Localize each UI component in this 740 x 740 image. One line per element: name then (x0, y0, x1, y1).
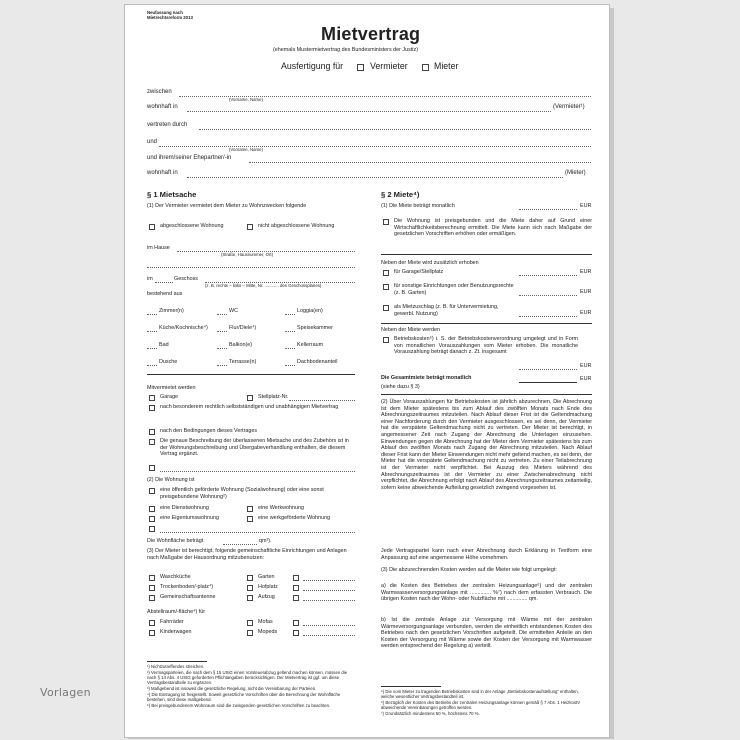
room-count-field[interactable] (285, 331, 295, 332)
abstell-checkbox[interactable] (149, 620, 155, 626)
s2-a: a) die Kosten des Betriebes der zentralen Heizungsanlage⁶) und der zentralen Warmwasserversorgungsanlage mit .............. %⁷) nach dem erfassten Verbrauch. Die übrigen Kosten nach der Wohn- oder Nutzfläche mit .............. qm. (381, 583, 592, 603)
room-count-field[interactable] (147, 314, 157, 315)
einrichtung-extra-field[interactable] (303, 580, 355, 581)
field-im[interactable] (155, 282, 173, 283)
eur-sonstige: EUR (580, 289, 592, 295)
s2-b: b) Ist die zentrale Anlage zur Versorgung mit Wärme mit der zentralen Wärmeversorgungsanlage verbunden, werden die einheitlich entstandenen Kosten des Betriebes nach den gesetzlichen Vorschriften aufgeteilt. Die ermittelten Anteile an den Kosten der Versorgung mit Wärme sowie der Kosten der Versorgung mit Warmwasser werden entsprechend der Regelung a) verteilt. (381, 617, 592, 650)
footnote: ²) Vermagsparteien, die nach dem § 15 USiG einen Vorsteuerabzug geltend machen können, müssen die nach § 14 Abs. 4 UStG geforderten Pflichtangaben berücksichtigen. Der Mietvertrag ist ggf. um diese Vertragsbestandteile zu ergänzen. (147, 670, 348, 685)
vermieter-checkbox[interactable] (357, 64, 364, 71)
werkgefoerdert-checkbox[interactable] (247, 516, 253, 522)
eigentum-checkbox[interactable] (149, 516, 155, 522)
label-und: und (147, 139, 158, 145)
field-extra[interactable] (160, 471, 355, 472)
eigentum-label: eine Eigentumswohnung (160, 515, 220, 521)
qm-label: qm³). (259, 538, 272, 544)
room-label: Kellerraum (297, 342, 324, 348)
label-zwischen: zwischen (147, 89, 172, 95)
einrichtung-checkbox[interactable] (247, 585, 253, 591)
abgeschlossene-checkbox[interactable] (149, 224, 155, 230)
other-type-checkbox[interactable] (149, 526, 155, 532)
field-other-type[interactable] (160, 532, 355, 533)
room-label: Bad (159, 342, 169, 348)
einrichtung-checkbox[interactable] (149, 585, 155, 591)
footnote: ⁴) Die Eintragung ist freigestellt. Soweit gesetzliche Vorschriften über die Berechnung der Wohnfläche bestehen, sind diese maßgebend. (147, 692, 341, 702)
abstell-extra-field[interactable] (303, 635, 355, 636)
beschreibung-label: Die genaue Beschreibung der überlassenen Mietsache und des Zubehörs ist in der Wohnungsbeschreibung und Übergabeverhandlung enthalten, die diesem Vertrag ergänzt. (160, 438, 349, 458)
einrichtung-extra-field[interactable] (303, 600, 355, 601)
watermark: Vorlagen (40, 686, 91, 699)
garage-fee-checkbox[interactable] (383, 270, 389, 276)
abstellraum-label: Abstellraum/-fläche⁴) für (147, 609, 206, 615)
ausfertigung-row (281, 61, 343, 71)
dienstwohnung-checkbox[interactable] (149, 506, 155, 512)
room-label: Zimmer(n) (159, 308, 184, 314)
mitvermietet-label: Mitvermietet werden (147, 385, 196, 391)
neben-label: Neben der Miete wird zusätzlich erhoben (381, 260, 479, 266)
einrichtung-label: Aufzug (258, 594, 275, 600)
zuschlag-label: als Mietzuschlag (z. B. für Untervermietung, gewerbl. Nutzung) (394, 304, 499, 317)
footnote: ⁵) Bei preisgebundenem Wohnraum sind die zwingenden gesetzlichen Vorschriften zu beachten. (147, 703, 331, 708)
contract-page (124, 4, 610, 738)
field-vermieter-address[interactable] (187, 111, 551, 112)
einrichtung-extra-checkbox[interactable] (293, 575, 299, 581)
label-wohnhaft: wohnhaft in (147, 104, 178, 110)
room-label: Loggia(en) (297, 308, 323, 314)
field-mieter-address[interactable] (187, 177, 563, 178)
geschoss-hint: (z. B. rechts – links – Mitte, Nr. ............ des Geschossplanes) (205, 283, 322, 288)
field-gesamtmiete[interactable] (519, 382, 577, 383)
im-hause-label: im Hause (147, 245, 170, 251)
s2-p2: (2) Über Vorauszahlungen für Betriebskosten ist jährlich abzurechnen. Die Abrechnung ist dem Mieter spätestens bis zum Ablauf des zwölften Monats nach Ende des Abrechnungszeitraumes mitzuteilen. Nach Ablauf dieser Frist ist die Geltendmachung einer Nachforderung durch den Vermieter ausgeschlossen, es sei denn, der Vermieter hat die verspätete Geltendmachung nicht zu vertreten. Der Mieter ist berechtigt, in angemessener Zeit nach Zugang der Abrechnung die Unterlagen einzusehen. Einwendungen gegen die Abrechnung hat der Mieter dem Vermieter spätestens bis zum Ablauf des zwölften Monats nach Zugang der Abrechnung mitzuteilen. Nach Ablauf dieser Frist kann der Mieter Einwendungen nicht mehr geltend machen, es sei denn, der Mieter hat die verspätete Geltendmachung nicht zu vertreten. Zu einer Teilabrechnung ist der Vermieter nicht verpflichtet. Bei Auszug des Mieters während des Abrechnungszeitraumes ist der Vermieter zu einer Zwischenabrechnung nicht verpflichtet, die Abrechnung erfolgt nach Ablauf des Abrechnungszeitraumes zeitanteilig, sofern keine abweichende Aufteilung gesetzlich zwingend vorgesehen ist. (381, 399, 592, 491)
room-count-field[interactable] (147, 348, 157, 349)
gefoerdert-label: eine öffentlich geförderte Wohnung (Sozialwohnung) oder eine sonst preisgebundene Wohnung²) (160, 487, 324, 500)
divider-2 (381, 323, 592, 324)
preisgebunden-checkbox[interactable] (383, 219, 389, 225)
page-title: Mietvertrag (321, 24, 421, 44)
room-label: Flur/Diele⁴) (229, 325, 257, 331)
room-label: Dusche (159, 359, 178, 365)
room-label: Küche/Kochnische⁴) (159, 325, 208, 331)
im-label: im (147, 276, 153, 282)
abstell-checkbox[interactable] (247, 630, 253, 636)
vermieter-tag: (Vermieter¹) (553, 104, 585, 110)
werkgefoerdert-label: eine werkgeförderte Wohnung (258, 515, 331, 521)
betriebskosten-text: Betriebskosten⁵) i. S. der Betriebskostenverordnung umgelegt und in Form von monatlichen Vorauszahlungen vom Mieter erhoben. Die monatliche Vorauszahlung beträgt danach z. Zt. insgesamt (394, 336, 578, 356)
zuschlag-checkbox[interactable] (383, 305, 389, 311)
beschreibung-checkbox[interactable] (149, 439, 155, 445)
field-sonstige[interactable] (519, 295, 577, 296)
divider-1 (381, 254, 592, 255)
einrichtung-extra-field[interactable] (303, 590, 355, 591)
abstell-checkbox[interactable] (247, 620, 253, 626)
label-wohnhaft-2: wohnhaft in (147, 170, 178, 176)
stellplatz-checkbox[interactable] (247, 395, 253, 401)
s1-p3: (3) Der Mieter ist berechtigt, folgende gemeinschaftliche Einrichtungen und Anlagen nach Maßgabe der Hausordnung mitzubenutzen: (147, 548, 347, 561)
room-label: Balkon(e) (229, 342, 253, 348)
room-label: WC (229, 308, 238, 314)
room-count-field[interactable] (285, 348, 295, 349)
footnote: ⁷) Grundsätzlich mindestens 50 %, höchstens 70 %. (381, 711, 480, 716)
room-count-field[interactable] (217, 314, 227, 315)
eur-betriebskosten: EUR (580, 363, 592, 369)
field-betriebskosten[interactable] (519, 369, 577, 370)
subtitle: (ehemals Mustermietvertrag des Bundesministers der Justiz) (273, 47, 418, 53)
field-zuschlag[interactable] (519, 316, 577, 317)
eur-garage: EUR (580, 269, 592, 275)
field-stellplatz[interactable] (289, 400, 355, 401)
bedingungen-label: nach den Bedingungen dieses Vertrages (160, 428, 258, 434)
einrichtung-label: Garten (258, 574, 275, 580)
betriebskosten-checkbox[interactable] (383, 337, 389, 343)
footnote: ¹) Nichtzutreffendes streichen. (147, 664, 205, 669)
hint-name-2: (Vorname, Name) (229, 147, 263, 152)
room-count-field[interactable] (147, 365, 157, 366)
abstell-label: Kinderwagen (160, 629, 192, 635)
einrichtung-checkbox[interactable] (247, 575, 253, 581)
extra-checkbox[interactable] (149, 465, 155, 471)
sonstige-label: für sonstige Einrichtungen oder Benutzungsrechte (z. B. Garten) (394, 283, 514, 296)
label-partner: und ihrem/seiner Ehepartner/-in (147, 155, 232, 161)
abstell-checkbox[interactable] (149, 630, 155, 636)
field-wohnflaeche[interactable] (223, 544, 257, 545)
footnote: ⁵) Die vom Mieter zu tragenden Betriebskosten sind in der Anlage „Betriebskostenaufstellung“ enthalten, welche wesentlicher Vertragsbestandteil ist. (381, 689, 579, 699)
separat-checkbox[interactable] (149, 405, 155, 411)
eur-miete: EUR (580, 203, 592, 209)
dienstwohnung-label: eine Dienstwohnung (160, 505, 209, 511)
label-vertreten: vertreten durch (147, 122, 188, 128)
room-count-field[interactable] (217, 348, 227, 349)
field-partner[interactable] (249, 162, 591, 163)
field-garage-fee[interactable] (519, 275, 577, 276)
nicht-abgeschlossene-checkbox[interactable] (247, 224, 253, 230)
abstell-extra-checkbox[interactable] (293, 620, 299, 626)
room-count-field[interactable] (217, 331, 227, 332)
room-label: Dachbodenanteil (297, 359, 338, 365)
room-count-field[interactable] (217, 365, 227, 366)
garage-fee-label: für Garage/Stellplatz (394, 269, 444, 275)
abstell-extra-field[interactable] (303, 625, 355, 626)
werden-label: Neben der Miete werden (381, 327, 441, 333)
gefoerdert-checkbox[interactable] (149, 488, 155, 494)
abstell-extra-checkbox[interactable] (293, 630, 299, 636)
s1-heading: § 1 Mietsache (147, 190, 197, 199)
divider-rooms (147, 374, 355, 375)
s1-p2: (2) Die Wohnung ist (147, 477, 195, 483)
garage-label: Garage (160, 394, 178, 400)
garage-checkbox[interactable] (149, 395, 155, 401)
footnote: ⁶) Bezüglich der Kosten des Betriebs der zentralen Heizungsanlage können gemäß § 7 Abs. 1 HeizkostV abweichende Vereinbarungen getroffen werden. (381, 700, 581, 710)
mieter-checkbox[interactable] (422, 64, 429, 71)
footnotes-right (381, 689, 592, 717)
footnotes-left (147, 664, 357, 709)
einrichtung-extra-checkbox[interactable] (293, 585, 299, 591)
field-im-hause-2[interactable] (147, 267, 355, 268)
vermieter-label: Vermieter (370, 61, 408, 71)
eur-zuschlag: EUR (580, 310, 592, 316)
field-miete[interactable] (519, 209, 577, 210)
einrichtung-label: Trockenboden/-platz⁴) (160, 584, 214, 590)
gesamtmiete-label: Die Gesamtmiete beträgt monatlich (381, 375, 472, 381)
field-vertreten[interactable] (199, 129, 591, 130)
s2-heading: § 2 Miete⁴) (381, 190, 420, 199)
einrichtung-checkbox[interactable] (149, 595, 155, 601)
room-label: Terrasse(n) (229, 359, 257, 365)
einrichtung-extra-checkbox[interactable] (293, 595, 299, 601)
mieter-label: Mieter (434, 61, 459, 71)
einrichtung-checkbox[interactable] (149, 575, 155, 581)
wohnflaeche-label: Die Wohnfläche beträgt (147, 538, 204, 544)
abstell-label: Mofas (258, 619, 273, 625)
eur-gesamt: EUR (580, 376, 592, 382)
footnote-rule-right (381, 686, 441, 687)
siehe-label: (siehe dazu § 3) (381, 384, 420, 390)
mieter-tag: (Mieter) (565, 170, 586, 176)
footnote-rule-left (147, 661, 207, 662)
einrichtung-checkbox[interactable] (247, 595, 253, 601)
nicht-abgeschlossene-label: nicht abgeschlossene Wohnung (258, 223, 335, 229)
einrichtung-label: Hofplatz (258, 584, 278, 590)
abgeschlossene-label: abgeschlossene Wohnung (160, 223, 224, 229)
separat-label: nach besonderem rechtlich selbstständigen und unabhängigen Mietvertrag (160, 404, 339, 410)
field-mieter-name[interactable] (159, 146, 591, 147)
room-label: Speisekammer (297, 325, 333, 331)
abstell-label: Fahrräder (160, 619, 184, 625)
room-count-field[interactable] (147, 331, 157, 332)
einrichtung-label: Waschküche (160, 574, 191, 580)
preisgebunden-text: Die Wohnung ist preisgebunden und die Miete daher auf Grund einer Wirtschaftlichkeitsberechnung ermittelt. Die Miete kann sich nach Maßgabe der gesetzlichen Vorschriften erhöhen oder ermäßigen. (394, 218, 592, 238)
footnote: ³) Maßgebend ist insoweit die gesetzliche Regelung, nicht die Vereinbarung der Parteien. (147, 686, 317, 691)
abstell-label: Mopeds (258, 629, 278, 635)
strasse-hint: (Straße, Hausnummer, Ort) (221, 252, 274, 257)
bedingungen-checkbox[interactable] (149, 429, 155, 435)
werkwohnung-checkbox[interactable] (247, 506, 253, 512)
s1-p1: (1) Der Vermieter vermietet dem Mieter zu Wohnzwecken folgende (147, 203, 307, 209)
room-count-field[interactable] (285, 365, 295, 366)
divider-3 (381, 394, 592, 395)
sonstige-checkbox[interactable] (383, 284, 389, 290)
werkwohnung-label: eine Werkwohnung (258, 505, 305, 511)
geschoss-label: Geschoss (174, 276, 198, 282)
stellplatz-label: Stellplatz-Nr. (258, 394, 289, 400)
einrichtung-label: Gemeinschaftsantenne (160, 594, 216, 600)
bestehend-label: bestehend aus (147, 291, 183, 297)
ausfertigung-label: Ausfertigung für (281, 61, 344, 71)
hint-name: (Vorname, Name) (229, 97, 263, 102)
room-count-field[interactable] (285, 314, 295, 315)
revision-note: Neufassung nach Mietrechtsreform 2013 (147, 10, 193, 20)
s2-p1: (1) Die Miete beträgt monatlich (381, 203, 455, 209)
s2-textform: Jede Vertragspartei kann nach einer Abrechnung durch Erklärung in Textform eine Anpassung auf eine angemessene Höhe vornehmen. (381, 548, 592, 561)
s2-p3: (3) Die abzurechnenden Kosten werden auf die Mieter wie folgt umgelegt: (381, 567, 557, 573)
